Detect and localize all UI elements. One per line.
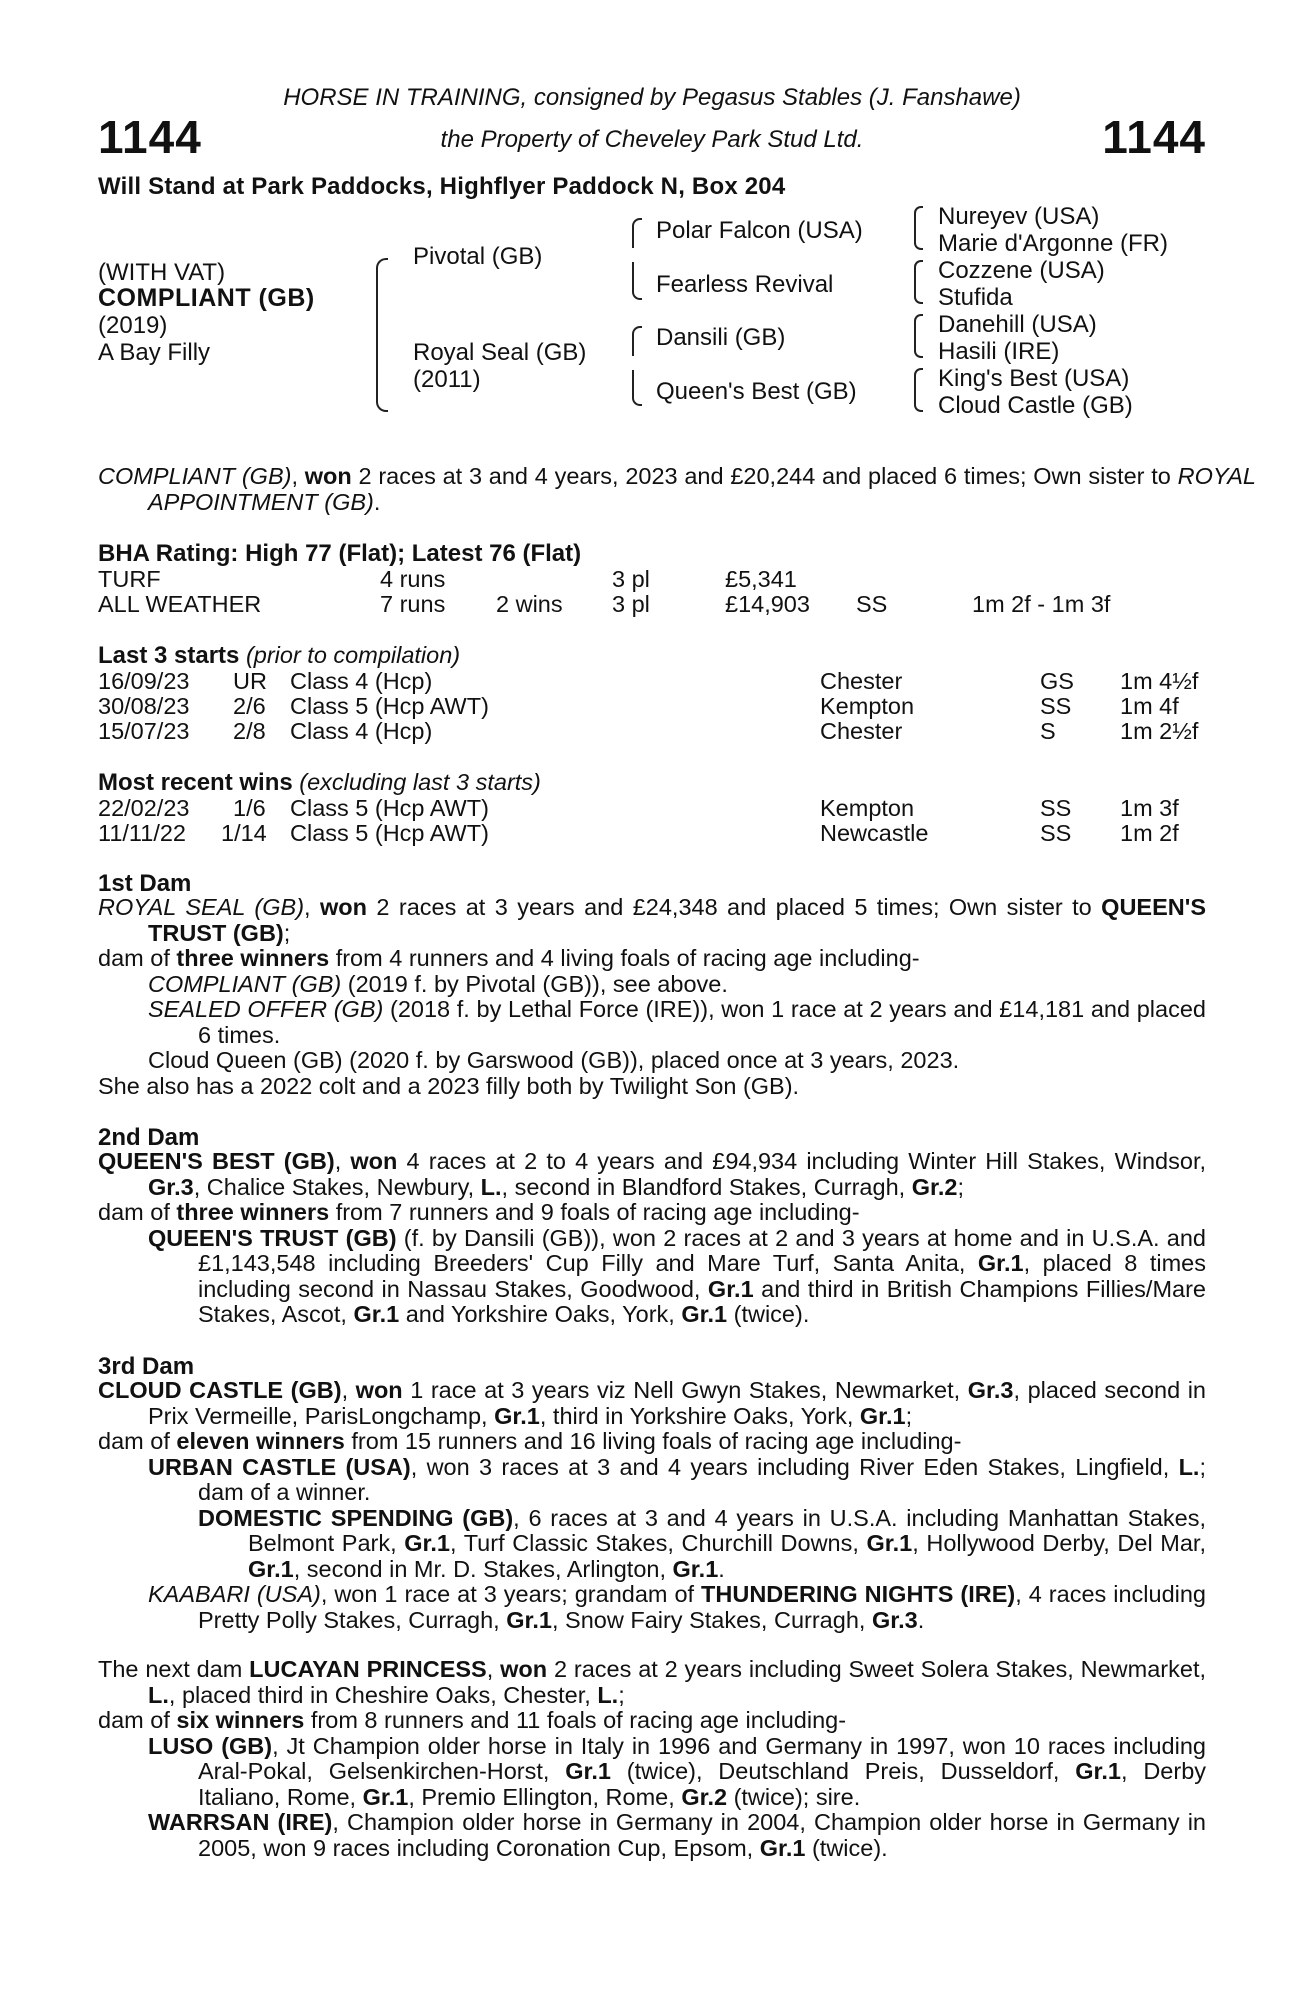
bha-surface: TURF bbox=[98, 566, 161, 592]
foals-note bbox=[98, 1074, 1206, 1100]
start-going: S bbox=[1040, 718, 1056, 744]
dam-record: 2 races at 3 years and £24,348 and placed 5 times; Own sister to bbox=[366, 894, 1102, 920]
dam-brace-top bbox=[632, 326, 642, 356]
grade: L. bbox=[1178, 1453, 1200, 1480]
produce-text: from 15 runners and 16 living foals of racing age including- bbox=[344, 1428, 962, 1454]
record-text: 4 races at 2 to 4 years and £94,934 including Winter Hill Stakes, Windsor, bbox=[397, 1148, 1207, 1174]
grade: Gr.2 bbox=[681, 1783, 728, 1810]
grade: Gr.1 bbox=[681, 1301, 728, 1327]
produce-name: THUNDERING NIGHTS (IRE) bbox=[701, 1581, 1016, 1607]
win-class: Class 5 (Hcp AWT) bbox=[290, 820, 489, 846]
grade: Gr.1 bbox=[1075, 1758, 1121, 1784]
record-text: 1 race at 3 years viz Nell Gwyn Stakes, Newmarket, bbox=[402, 1377, 968, 1403]
sire-sire: Polar Falcon (USA) bbox=[656, 217, 863, 244]
sire-dam: Fearless Revival bbox=[656, 271, 834, 298]
first-dam-produce bbox=[98, 946, 1206, 972]
record-text: , placed second in Prix Vermeille, ParisLongchamp, bbox=[148, 1377, 1207, 1429]
record-text: , placed third in Cheshire Oaks, Chester, bbox=[168, 1681, 598, 1708]
first-dam-intro: ROYAL SEAL (GB), won 2 races at 3 years and £24,348 and placed 5 times; Own sister to QUEEN'S TRUST (GB); bbox=[98, 894, 1207, 946]
produce-item bbox=[98, 1582, 1206, 1633]
produce-details: (2018 f. by Lethal Force (IRE)), won 1 race at 2 years and £14,181 and placed 6 times. bbox=[198, 996, 1206, 1048]
recent-wins-heading bbox=[98, 769, 541, 797]
win-distance: 1m 2f bbox=[1120, 820, 1179, 846]
grade: Gr.1 bbox=[248, 1555, 294, 1582]
produce-details: ; dam of a winner. bbox=[198, 1453, 1206, 1505]
bha-wins: 2 wins bbox=[496, 591, 563, 617]
produce-item bbox=[98, 1455, 1206, 1506]
dam-name: LUCAYAN PRINCESS bbox=[249, 1656, 487, 1682]
horse-summary: COMPLIANT (GB), won 2 races at 3 and 4 years, 2023 and £20,244 and placed 6 times; Own sister to ROYAL APPOINTMENT (GB). bbox=[98, 463, 1256, 515]
won-label: won bbox=[304, 463, 352, 489]
pedigree-brace-bottom bbox=[376, 330, 388, 412]
winners-count: six winners bbox=[176, 1707, 305, 1733]
third-dam-heading: 3rd Dam bbox=[98, 1353, 195, 1380]
grade: Gr.1 bbox=[977, 1250, 1024, 1276]
start-class: Class 4 (Hcp) bbox=[290, 718, 433, 744]
produce-name: URBAN CASTLE (USA) bbox=[148, 1453, 411, 1480]
grade: Gr.3 bbox=[871, 1606, 918, 1633]
first-dam-heading: 1st Dam bbox=[98, 870, 192, 897]
win-position: 1/6 bbox=[233, 795, 266, 821]
produce-item bbox=[98, 997, 1206, 1048]
next-dam-section bbox=[98, 1657, 1206, 1861]
dam-of-label: dam of bbox=[98, 1707, 177, 1733]
ancestor-6: Hasili (IRE) bbox=[938, 338, 1060, 365]
grade: Gr.1 bbox=[759, 1834, 806, 1861]
dam-sister: QUEEN'S TRUST (GB) bbox=[148, 894, 1207, 946]
dam-of-label: dam of bbox=[98, 945, 177, 971]
produce-name: QUEEN'S TRUST (GB) bbox=[148, 1224, 397, 1251]
produce-details: (f. by Dansili (GB)), won 2 races at 2 and 3 years at home and in U.S.A. and £1,143,548 including Breeders' Cup Filly and Mare Turf, Santa Anita, bbox=[198, 1224, 1206, 1276]
grade: Gr.1 bbox=[494, 1402, 540, 1429]
produce-name: DOMESTIC SPENDING (GB) bbox=[198, 1504, 514, 1531]
dam-of-label: dam of bbox=[98, 1428, 177, 1454]
record-text: 2 races at 2 years including Sweet Solera Stakes, Newmarket, bbox=[547, 1656, 1206, 1682]
grade: Gr.3 bbox=[148, 1173, 194, 1200]
catalogue-page bbox=[98, 0, 1256, 2000]
produce-item bbox=[98, 1506, 1206, 1583]
produce-details: , 6 races at 3 and 4 years in U.S.A. including Manhattan Stakes, Belmont Park, bbox=[248, 1504, 1206, 1556]
record-text: , third in Yorkshire Oaks, York, bbox=[539, 1402, 860, 1429]
bha-prize: £5,341 bbox=[725, 566, 797, 592]
ancestor-1: Nureyev (USA) bbox=[938, 203, 1100, 230]
win-course: Newcastle bbox=[820, 820, 929, 846]
produce-details: , Champion older horse in Germany in 2004, Champion older horse in Germany in 2005, won 9 races including Coronation Cup, Epsom, bbox=[198, 1809, 1206, 1861]
winners-count: three winners bbox=[176, 945, 330, 971]
dam-year: (2011) bbox=[413, 366, 481, 393]
win-position: 1/14 bbox=[221, 820, 267, 846]
grade: Gr.1 bbox=[707, 1275, 754, 1302]
bha-placed: 3 pl bbox=[612, 591, 650, 617]
property-line: the Property of Cheveley Park Stud Ltd. bbox=[440, 126, 864, 153]
start-position: 2/6 bbox=[233, 693, 266, 719]
grade: Gr.2 bbox=[911, 1173, 958, 1200]
start-row bbox=[98, 668, 1206, 694]
next-dam-produce bbox=[98, 1708, 1206, 1734]
produce-details: (twice). bbox=[805, 1834, 888, 1861]
gp-brace-4 bbox=[914, 368, 923, 412]
won-label: won bbox=[355, 1377, 403, 1403]
grade: Gr.1 bbox=[565, 1758, 611, 1784]
dam-of-label: dam of bbox=[98, 1199, 177, 1225]
last3-note: (prior to compilation) bbox=[245, 642, 461, 668]
produce-text: from 7 runners and 9 foals of racing age including- bbox=[329, 1199, 860, 1225]
produce-item bbox=[98, 1810, 1206, 1861]
grade: L. bbox=[480, 1173, 502, 1200]
horse-name: COMPLIANT (GB) bbox=[98, 284, 315, 312]
punct: ; bbox=[905, 1402, 913, 1429]
sire: Pivotal (GB) bbox=[413, 243, 543, 270]
produce-details: , won 3 races at 3 and 4 years including River Eden Stakes, Lingfield, bbox=[410, 1453, 1179, 1480]
last3-title: Last 3 starts bbox=[98, 642, 240, 669]
ancestor-4: Stufida bbox=[938, 284, 1013, 311]
win-row bbox=[98, 795, 1206, 821]
grade: Gr.1 bbox=[353, 1301, 400, 1327]
won-label: won bbox=[350, 1148, 398, 1174]
next-dam-intro: The next dam LUCAYAN PRINCESS, won 2 races at 2 years including Sweet Solera Stakes, Newmarket, L., placed third in Cheshire Oaks, Chester, L.; bbox=[98, 1656, 1206, 1708]
dam-name: CLOUD CASTLE (GB) bbox=[98, 1377, 342, 1403]
first-dam-section bbox=[98, 895, 1206, 1099]
record-text: , second in Blandford Stakes, Curragh, bbox=[501, 1173, 912, 1200]
start-class: Class 5 (Hcp AWT) bbox=[290, 693, 489, 719]
produce-text: from 8 runners and 11 foals of racing age including- bbox=[304, 1707, 847, 1733]
sire-brace-top bbox=[632, 218, 642, 248]
start-row bbox=[98, 693, 1206, 719]
produce-details: , Hollywood Derby, Del Mar, bbox=[912, 1530, 1206, 1556]
bha-row-all-weather bbox=[98, 591, 1206, 617]
pedigree-brace-top bbox=[376, 258, 388, 338]
start-course: Chester bbox=[820, 718, 903, 744]
start-date: 16/09/23 bbox=[98, 668, 190, 694]
start-distance: 1m 2½f bbox=[1120, 718, 1199, 744]
produce-details: Cloud Queen (GB) (2020 f. by Garswood (GB)), placed once at 3 years, 2023. bbox=[148, 1047, 960, 1073]
dam-dam: Queen's Best (GB) bbox=[656, 378, 857, 405]
bha-runs: 4 runs bbox=[380, 566, 446, 592]
grade: Gr.1 bbox=[404, 1530, 450, 1556]
foals-note-text: She also has a 2022 colt and a 2023 filly both by Twilight Son (GB). bbox=[98, 1072, 800, 1099]
win-class: Class 5 (Hcp AWT) bbox=[290, 795, 489, 821]
bha-rating-title: BHA Rating: High 77 (Flat); Latest 76 (Flat) bbox=[98, 540, 582, 567]
second-dam-section bbox=[98, 1149, 1206, 1328]
produce-item bbox=[98, 1226, 1206, 1328]
gp-brace-1 bbox=[914, 206, 923, 250]
summary-text: 2 races at 3 and 4 years, 2023 and £20,244 and placed 6 times; Own sister to bbox=[351, 463, 1178, 489]
bha-prize: £14,903 bbox=[725, 591, 810, 617]
second-dam-heading: 2nd Dam bbox=[98, 1124, 200, 1151]
produce-details: , Premio Ellington, Rome, bbox=[408, 1783, 682, 1810]
start-course: Chester bbox=[820, 668, 903, 694]
ancestor-3: Cozzene (USA) bbox=[938, 257, 1105, 284]
summary-end: . bbox=[373, 488, 381, 515]
grade: Gr.1 bbox=[672, 1555, 719, 1582]
sire-brace-bottom bbox=[632, 262, 642, 300]
produce-item bbox=[98, 972, 1206, 998]
produce-text: from 4 runners and 4 living foals of racing age including- bbox=[329, 945, 920, 971]
won-label: won bbox=[500, 1656, 548, 1682]
start-date: 30/08/23 bbox=[98, 693, 190, 719]
produce-name: COMPLIANT (GB) bbox=[148, 970, 342, 997]
win-date: 11/11/22 bbox=[98, 820, 186, 846]
produce-details: , second in Mr. D. Stakes, Arlington, bbox=[293, 1555, 673, 1582]
summary-horse-name: COMPLIANT (GB) bbox=[98, 463, 292, 489]
second-dam-produce bbox=[98, 1200, 1206, 1226]
bha-going: SS bbox=[856, 591, 888, 617]
dam-name: ROYAL SEAL (GB) bbox=[98, 894, 305, 920]
bha-surface: ALL WEATHER bbox=[98, 591, 262, 617]
ancestor-5: Danehill (USA) bbox=[938, 311, 1097, 338]
bha-placed: 3 pl bbox=[612, 566, 650, 592]
winners-count: three winners bbox=[176, 1199, 330, 1225]
grade: Gr.1 bbox=[362, 1783, 409, 1810]
grade: Gr.1 bbox=[866, 1530, 913, 1556]
grade: Gr.3 bbox=[967, 1377, 1014, 1403]
punct: ; bbox=[957, 1173, 964, 1200]
grade: Gr.1 bbox=[859, 1402, 906, 1429]
produce-details: , Jt Champion older horse in Italy in 1996 and Germany in 1997, won 10 races including Aral-Pokal, Gelsenkirchen-Horst, bbox=[198, 1732, 1206, 1784]
grade: L. bbox=[148, 1681, 169, 1708]
produce-details: and Yorkshire Oaks, York, bbox=[399, 1301, 682, 1327]
winners-count: eleven winners bbox=[176, 1428, 345, 1454]
produce-details: and third in British Champions Fillies/Mare Stakes, Ascot, bbox=[198, 1275, 1206, 1327]
produce-details: . bbox=[718, 1555, 725, 1582]
dam: Royal Seal (GB) bbox=[413, 339, 587, 366]
stand-location: Will Stand at Park Paddocks, Highflyer Paddock N, Box 204 bbox=[98, 173, 786, 200]
produce-details: (twice), Deutschland Preis, Dusseldorf, bbox=[610, 1758, 1076, 1784]
start-distance: 1m 4½f bbox=[1120, 668, 1199, 694]
start-class: Class 4 (Hcp) bbox=[290, 668, 433, 694]
ancestor-2: Marie d'Argonne (FR) bbox=[938, 230, 1168, 257]
produce-details: (twice); sire. bbox=[727, 1783, 861, 1810]
punct: ; bbox=[618, 1681, 625, 1708]
produce-item bbox=[98, 1048, 1206, 1074]
lot-number-left: 1144 bbox=[98, 111, 202, 163]
third-dam-intro: CLOUD CASTLE (GB), won 1 race at 3 years viz Nell Gwyn Stakes, Newmarket, Gr.3, placed second in Prix Vermeille, ParisLongchamp, Gr.1, third in Yorkshire Oaks, York, Gr.1; bbox=[98, 1377, 1207, 1429]
dam-sire: Dansili (GB) bbox=[656, 324, 786, 351]
win-going: SS bbox=[1040, 820, 1072, 846]
bha-row-turf bbox=[98, 566, 1206, 592]
produce-name: WARRSAN (IRE) bbox=[148, 1809, 333, 1835]
produce-item bbox=[98, 1734, 1206, 1811]
second-dam-intro: QUEEN'S BEST (GB), won 4 races at 2 to 4 years and £94,934 including Winter Hill Stakes, Windsor, Gr.3, Chalice Stakes, Newbury, L., second in Blandford Stakes, Curragh, Gr.2; bbox=[98, 1148, 1207, 1200]
win-row bbox=[98, 820, 1206, 846]
consignor-line: HORSE IN TRAINING, consigned by Pegasus Stables (J. Fanshawe) bbox=[283, 84, 1021, 111]
start-course: Kempton bbox=[820, 693, 915, 719]
bha-runs: 7 runs bbox=[380, 591, 446, 617]
produce-details: , placed 8 times including second in Nassau Stakes, Goodwood, bbox=[198, 1250, 1206, 1302]
produce-name: SEALED OFFER (GB) bbox=[148, 996, 384, 1022]
produce-details: . bbox=[917, 1606, 925, 1633]
recent-title: Most recent wins bbox=[98, 769, 293, 796]
record-text: The next dam bbox=[98, 1656, 250, 1682]
dam-brace-bottom bbox=[632, 370, 642, 406]
last3-heading bbox=[98, 642, 460, 670]
grade: L. bbox=[597, 1681, 619, 1708]
produce-details: , Derby Italiano, Rome, bbox=[198, 1758, 1207, 1810]
produce-details: (twice). bbox=[727, 1301, 810, 1327]
start-distance: 1m 4f bbox=[1120, 693, 1179, 719]
punct: ; bbox=[283, 919, 291, 946]
record-text: , Chalice Stakes, Newbury, bbox=[193, 1173, 481, 1200]
vat-note: (WITH VAT) bbox=[98, 259, 226, 286]
produce-details: , won 1 race at 3 years; grandam of bbox=[320, 1581, 702, 1607]
gp-brace-2 bbox=[914, 260, 923, 304]
produce-details: (2019 f. by Pivotal (GB)), see above. bbox=[341, 970, 728, 997]
lot-number-right: 1144 bbox=[1102, 111, 1206, 163]
win-distance: 1m 3f bbox=[1120, 795, 1179, 821]
summary-sister: ROYAL APPOINTMENT (GB) bbox=[148, 463, 1256, 515]
produce-details: , Snow Fairy Stakes, Curragh, bbox=[551, 1606, 872, 1633]
start-going: SS bbox=[1040, 693, 1072, 719]
start-position: 2/8 bbox=[233, 718, 266, 744]
grade: Gr.1 bbox=[506, 1606, 552, 1633]
win-going: SS bbox=[1040, 795, 1072, 821]
third-dam-section bbox=[98, 1378, 1206, 1633]
recent-note: (excluding last 3 starts) bbox=[299, 769, 541, 795]
win-date: 22/02/23 bbox=[98, 795, 190, 821]
bha-distance: 1m 2f - 1m 3f bbox=[972, 591, 1111, 617]
start-position: UR bbox=[233, 668, 267, 694]
produce-name: LUSO (GB) bbox=[148, 1732, 273, 1759]
produce-details: , 4 races including Pretty Polly Stakes, Curragh, bbox=[198, 1581, 1206, 1633]
third-dam-produce bbox=[98, 1429, 1206, 1455]
produce-name: KAABARI (USA) bbox=[148, 1581, 321, 1607]
horse-description: A Bay Filly bbox=[98, 339, 211, 366]
start-going: GS bbox=[1040, 668, 1074, 694]
win-course: Kempton bbox=[820, 795, 915, 821]
start-date: 15/07/23 bbox=[98, 718, 190, 744]
ancestor-8: Cloud Castle (GB) bbox=[938, 392, 1133, 419]
horse-year: (2019) bbox=[98, 312, 168, 339]
start-row bbox=[98, 718, 1206, 744]
won-label: won bbox=[319, 894, 367, 920]
produce-details: , Turf Classic Stakes, Churchill Downs, bbox=[450, 1530, 867, 1556]
dam-name: QUEEN'S BEST (GB) bbox=[98, 1148, 335, 1174]
gp-brace-3 bbox=[914, 314, 923, 358]
ancestor-7: King's Best (USA) bbox=[938, 365, 1130, 392]
